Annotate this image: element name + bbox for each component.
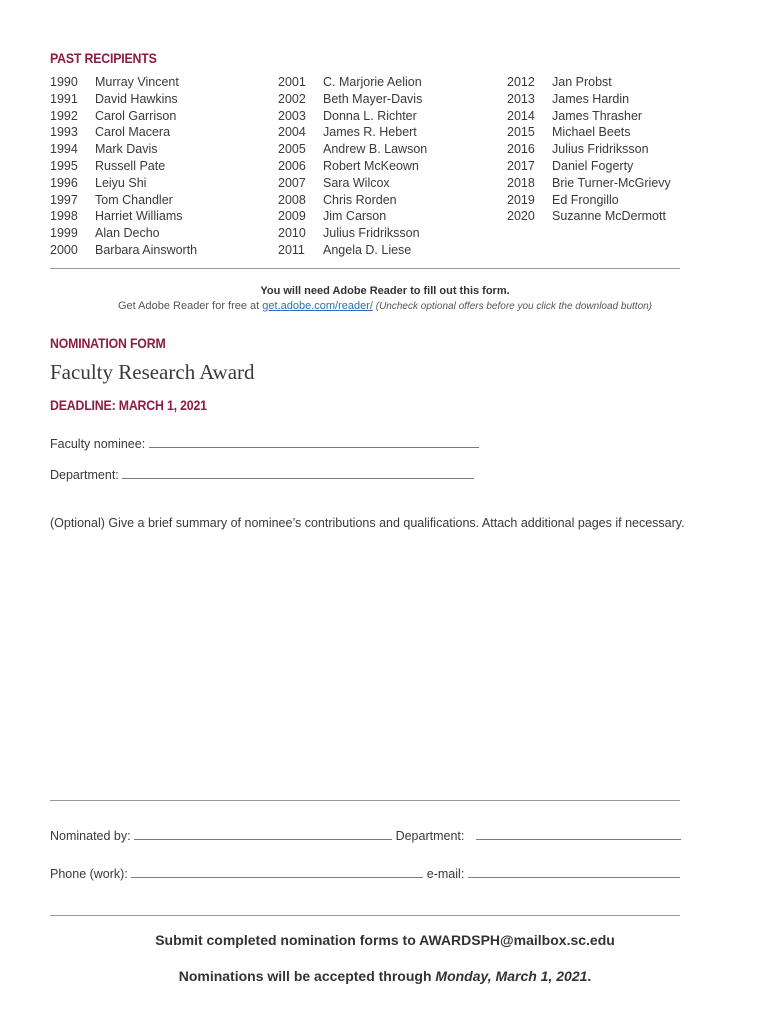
recipient-row	[50, 141, 197, 158]
recipient-name: Jim Carson	[323, 209, 387, 224]
recipient-year: 2017	[507, 158, 535, 173]
nominated-by-label: Nominated by:	[50, 829, 131, 843]
recipient-row	[278, 208, 427, 225]
recipient-name: Harriet Williams	[95, 209, 183, 224]
recipient-name: James R. Hebert	[323, 125, 417, 140]
recipient-year: 2000	[50, 242, 78, 257]
recipient-year: 2010	[278, 226, 306, 241]
recipient-name: Robert McKeown	[323, 158, 419, 173]
recipient-row	[278, 74, 427, 91]
recipient-row	[278, 225, 427, 242]
recipient-year: 2012	[507, 75, 535, 89]
recipients-column-1	[50, 74, 197, 259]
recipient-name: Russell Pate	[95, 158, 166, 173]
email-field[interactable]	[468, 865, 680, 878]
recipient-year: 1997	[50, 192, 78, 207]
deadline: DEADLINE: MARCH 1, 2021	[50, 397, 207, 413]
adobe-reader-link[interactable]: get.adobe.com/reader/	[262, 300, 373, 312]
recipient-name: Barbara Ainsworth	[95, 242, 198, 257]
recipient-row	[50, 158, 197, 175]
recipient-name: Andrew B. Lawson	[323, 142, 428, 157]
recipient-row	[278, 141, 427, 158]
recipient-year: 2008	[278, 192, 306, 207]
recipient-name: Brie Turner-McGrievy	[552, 175, 671, 190]
recipient-year: 2016	[507, 142, 535, 157]
recipient-name: Alan Decho	[95, 226, 160, 241]
summary-prompt: (Optional) Give a brief summary of nominee’s contributions and qualifications. Attach additional pages if necessary.	[50, 516, 685, 530]
faculty-nominee-label: Faculty nominee:	[50, 437, 146, 451]
recipient-year: 1992	[50, 108, 78, 123]
recipient-row	[507, 124, 671, 141]
recipient-name: Carol Macera	[95, 125, 171, 140]
acceptance-date: Monday, March 1, 2021	[435, 968, 588, 984]
recipient-row	[50, 242, 197, 259]
recipient-row	[507, 74, 671, 91]
recipient-name: Donna L. Richter	[323, 108, 417, 123]
nominator-department-field[interactable]	[476, 827, 681, 840]
recipient-year: 1998	[50, 209, 78, 224]
recipient-name: Tom Chandler	[95, 192, 173, 207]
recipient-year: 1993	[50, 125, 78, 140]
recipient-year: 1996	[50, 175, 78, 190]
recipient-year: 2006	[278, 158, 306, 173]
recipient-row	[507, 158, 671, 175]
recipient-year: 2014	[507, 108, 535, 123]
adobe-download-line	[0, 300, 770, 312]
past-recipients-heading: PAST RECIPIENTS	[50, 50, 157, 66]
phone-label: Phone (work):	[50, 867, 128, 881]
recipient-name: Angela D. Liese	[323, 242, 412, 257]
phone-field[interactable]	[131, 865, 423, 878]
recipient-row	[507, 208, 671, 225]
recipient-name: Michael Beets	[552, 125, 631, 140]
phone-email-row	[50, 865, 680, 881]
adobe-notice: You will need Adobe Reader to fill out this form.	[260, 285, 510, 297]
adobe-prefix: Get Adobe Reader for free at	[117, 300, 263, 312]
acceptance-suffix: .	[587, 968, 592, 984]
recipient-year: 1990	[50, 75, 78, 89]
recipient-year: 2007	[278, 175, 306, 190]
recipient-name: Suzanne McDermott	[552, 209, 666, 224]
recipients-column-3	[507, 74, 671, 225]
recipient-row	[50, 124, 197, 141]
recipient-row	[507, 141, 671, 158]
recipient-row	[278, 242, 427, 259]
recipient-year: 2020	[507, 209, 535, 224]
faculty-nominee-field[interactable]	[149, 435, 479, 448]
recipient-year: 2003	[278, 108, 306, 123]
recipient-row	[278, 124, 427, 141]
recipient-year: 2009	[278, 209, 306, 224]
recipient-name: Carol Garrison	[95, 108, 177, 123]
page-title: Faculty Research Award	[50, 360, 255, 384]
recipient-row	[507, 175, 671, 192]
summary-textarea[interactable]	[50, 535, 680, 790]
recipient-name: Julius Fridriksson	[552, 142, 649, 157]
divider-middle	[50, 800, 680, 801]
recipient-row	[507, 91, 671, 108]
recipient-row	[278, 158, 427, 175]
adobe-note: (Uncheck optional offers before you click the download button)	[372, 301, 653, 312]
recipient-name: James Hardin	[552, 91, 630, 106]
recipient-year: 1991	[50, 91, 78, 106]
recipient-name: Sara Wilcox	[323, 175, 390, 190]
recipients-column-2	[278, 74, 427, 259]
recipient-row	[50, 74, 197, 91]
recipient-year: 2015	[507, 125, 535, 140]
submit-instructions: Submit completed nomination forms to AWARDSPH@mailbox.sc.edu	[155, 932, 615, 948]
recipient-name: Ed Frongillo	[552, 192, 619, 207]
recipient-row	[50, 225, 197, 242]
recipient-year: 2005	[278, 142, 306, 157]
recipient-name: Mark Davis	[95, 142, 158, 157]
recipient-row	[278, 91, 427, 108]
recipient-row	[507, 192, 671, 209]
recipient-name: Daniel Fogerty	[552, 158, 634, 173]
nomination-form-label: NOMINATION FORM	[50, 335, 166, 351]
recipient-year: 1994	[50, 142, 78, 157]
recipient-row	[278, 108, 427, 125]
recipient-year: 2002	[278, 91, 306, 106]
divider-top	[50, 268, 680, 269]
recipient-row	[50, 192, 197, 209]
recipient-row	[278, 192, 427, 209]
recipient-name: Julius Fridriksson	[323, 226, 420, 241]
faculty-nominee-row	[50, 435, 479, 451]
recipient-name: C. Marjorie Aelion	[323, 75, 422, 89]
acceptance-prefix: Nominations will be accepted through	[178, 968, 436, 984]
recipient-year: 2011	[278, 242, 305, 257]
recipient-year: 2013	[507, 91, 535, 106]
recipient-year: 2004	[278, 125, 306, 140]
recipient-row	[507, 108, 671, 125]
nominated-by-row	[50, 827, 681, 843]
recipient-row	[50, 175, 197, 192]
recipient-year: 2001	[278, 75, 306, 89]
recipient-row	[50, 208, 197, 225]
recipient-row	[278, 175, 427, 192]
email-label: e-mail:	[426, 867, 465, 881]
recipient-year: 1999	[50, 226, 78, 241]
recipient-year: 2018	[507, 175, 535, 190]
recipient-name: James Thrasher	[552, 108, 643, 123]
recipient-name: Beth Mayer-Davis	[323, 91, 423, 106]
recipient-name: Leiyu Shi	[95, 175, 147, 190]
nominated-by-field[interactable]	[134, 827, 392, 840]
divider-bottom	[50, 915, 680, 916]
department-row	[50, 466, 474, 482]
department-label: Department:	[50, 468, 119, 482]
recipient-year: 2019	[507, 192, 535, 207]
recipient-year: 1995	[50, 158, 78, 173]
recipient-name: Jan Probst	[552, 75, 612, 89]
acceptance-note	[0, 968, 770, 984]
nominator-department-label: Department:	[395, 829, 465, 843]
recipient-name: Murray Vincent	[95, 75, 179, 89]
recipient-row	[50, 91, 197, 108]
recipient-name: David Hawkins	[95, 91, 178, 106]
recipient-row	[50, 108, 197, 125]
department-field[interactable]	[122, 466, 474, 479]
recipient-name: Chris Rorden	[323, 192, 397, 207]
